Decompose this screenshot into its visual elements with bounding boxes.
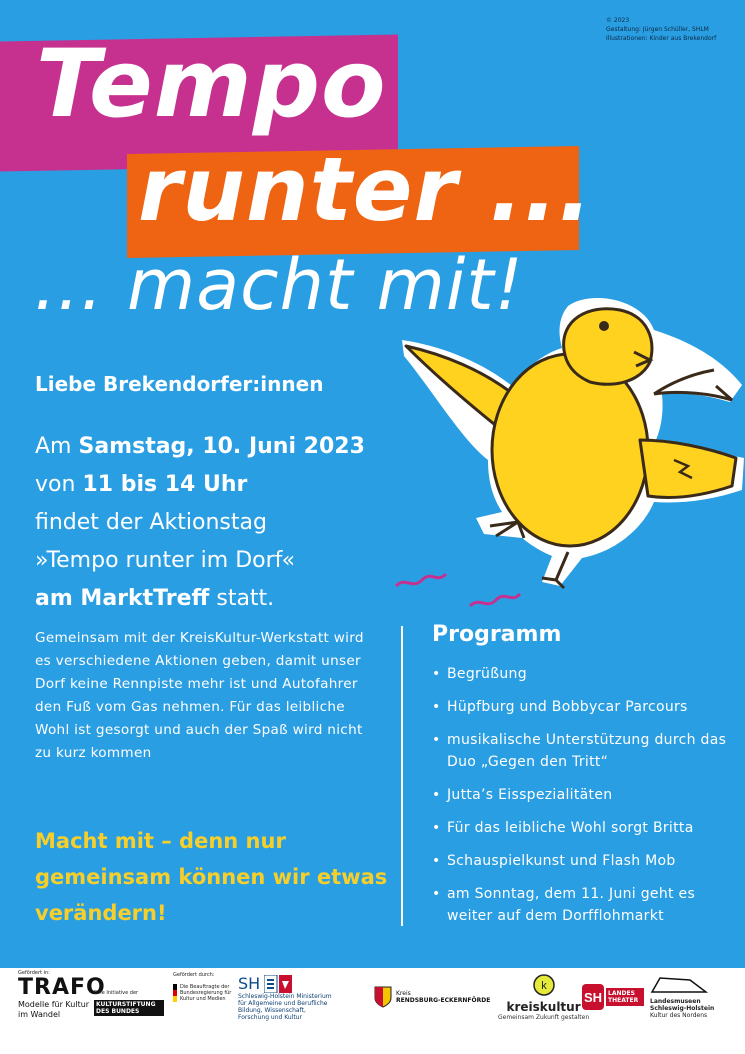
bullet-icon: •: [432, 666, 441, 682]
bullet-icon: •: [432, 886, 441, 902]
svg-text:SH: SH: [583, 990, 603, 1005]
program-item-text: Für das leibliche Wohl sorgt Britta: [447, 820, 694, 836]
event-line: findet der Aktionstag: [35, 510, 267, 535]
landesmuseen-outline-icon: [650, 976, 708, 994]
german-flag-icon: [173, 984, 177, 1002]
landesmuseen-name: Landesmuseen Schleswig-Holstein: [650, 998, 715, 1012]
bkm-logo: [173, 972, 233, 1002]
program-item: [432, 729, 742, 773]
trafo-logo: [18, 970, 106, 1020]
event-details: [35, 428, 415, 618]
trafo-wordmark: TRAFO: [18, 975, 106, 1000]
call-to-action: Macht mit – denn nur gemeinsam können wir etwas verändern!: [35, 829, 388, 925]
kreis-logo: [374, 986, 490, 1008]
greeting: Liebe Brekendorfer:innen: [35, 372, 324, 396]
landestheater-logo: [582, 984, 644, 1010]
column-divider: [401, 626, 403, 926]
bullet-icon: •: [432, 699, 441, 715]
kulturstiftung-logo: [94, 990, 164, 1016]
program-item: [432, 784, 742, 806]
program-item-text: Schauspielkunst und Flash Mob: [447, 853, 676, 869]
credits: [606, 16, 716, 43]
kreis-shield-icon: [374, 986, 392, 1008]
program-item-text: musikalische Unterstützung durch das Duo „Gegen den Tritt“: [447, 732, 727, 770]
landestheater-wordmark: LANDES THEATER: [606, 988, 644, 1006]
program-item: [432, 663, 742, 685]
description: Gemeinsam mit der KreisKultur-Werkstatt wird es verschiedene Aktionen geben, damit unser Dorf keine Rennpiste mehr ist und Autofahrer den Fuß vom Gas nehmen. Für das leibliche Wohl ist gesorgt und auch der Spaß wird nicht zu kurz kommen: [35, 630, 364, 761]
title-line-3: ... macht mit!: [34, 244, 524, 326]
sponsor-footer: [0, 968, 745, 1054]
sh-wordmark: SH: [238, 974, 261, 993]
bkm-text: Die Beauftragte der Bundesregierung für Kultur und Medien: [179, 984, 232, 1002]
program-title: Programm: [432, 622, 562, 647]
landesmuseen-logo: [650, 976, 730, 1019]
date-line: [35, 428, 415, 466]
location-suffix: statt.: [209, 586, 275, 611]
landesmuseen-subtitle: Kultur des Nordens: [650, 1012, 708, 1019]
bullet-icon: •: [432, 732, 441, 748]
bkm-mark: [173, 984, 233, 1002]
program-item-text: am Sonntag, dem 11. Juni geht es weiter auf dem Dorfflohmarkt: [447, 886, 696, 924]
program-item-text: Begrüßung: [447, 666, 527, 682]
event-name: »Tempo runter im Dorf«: [35, 548, 296, 573]
bullet-icon: •: [432, 820, 441, 836]
program-list: [432, 663, 742, 938]
kreiskultur-wordmark: kreiskultur: [506, 1000, 581, 1014]
kulturstiftung-wordmark: KULTURSTIFTUNG DES BUNDES: [94, 1000, 164, 1016]
event-time: 11 bis 14 Uhr: [82, 472, 248, 497]
event-date: Samstag, 10. Juni 2023: [78, 434, 365, 459]
kreiskultur-slogan: Gemeinsam Zukunft gestalten: [498, 1014, 590, 1021]
program-item: [432, 850, 742, 872]
bullet-icon: •: [432, 853, 441, 869]
kreiskultur-circle-icon: [533, 974, 555, 996]
svg-text:k: k: [540, 980, 547, 992]
credit-line: Gestaltung: Jürgen Schüller, SHLM: [606, 26, 709, 33]
kreiskultur-logo: [498, 974, 589, 1021]
location-line: [35, 580, 415, 618]
trafo-caption: Gefördert in:: [18, 970, 50, 976]
bullet-icon: •: [432, 787, 441, 803]
kreis-name: RENDSBURG-ECKERNFÖRDE: [396, 997, 491, 1004]
program-item-text: Jutta’s Eisspezialitäten: [447, 787, 613, 803]
credit-line: Illustrationen: Kinder aus Brekendorf: [606, 35, 717, 42]
sh-ministry-logo: [238, 974, 338, 1021]
time-prefix: von: [35, 472, 83, 497]
trafo-subtitle: Modelle für Kultur im Wandel: [18, 1000, 90, 1019]
sh-coat-of-arms-icon: [264, 975, 292, 993]
title-line-1: Tempo: [36, 30, 387, 139]
landestheater-icon: [582, 984, 604, 1010]
kreis-label: Kreis: [396, 990, 411, 997]
kulturstiftung-caption: Eine Initiative der: [94, 990, 139, 996]
sh-ministry-name: Schleswig-Holstein Ministerium für Allgemeine und Berufliche Bildung, Wissenschaft, Forschung und Kultur: [238, 993, 332, 1021]
bird-illustration: [392, 290, 745, 620]
program-item-text: Hüpfburg und Bobbycar Parcours: [447, 699, 688, 715]
program-item: [432, 696, 742, 718]
credit-line: © 2023: [606, 17, 630, 24]
bkm-caption: Gefördert durch:: [173, 972, 215, 978]
time-line: [35, 466, 415, 504]
event-location: am MarktTreff: [35, 586, 210, 611]
date-prefix: Am: [35, 434, 79, 459]
program-item: [432, 883, 742, 927]
program-item: [432, 817, 742, 839]
title-line-2: runter ...: [138, 138, 593, 241]
